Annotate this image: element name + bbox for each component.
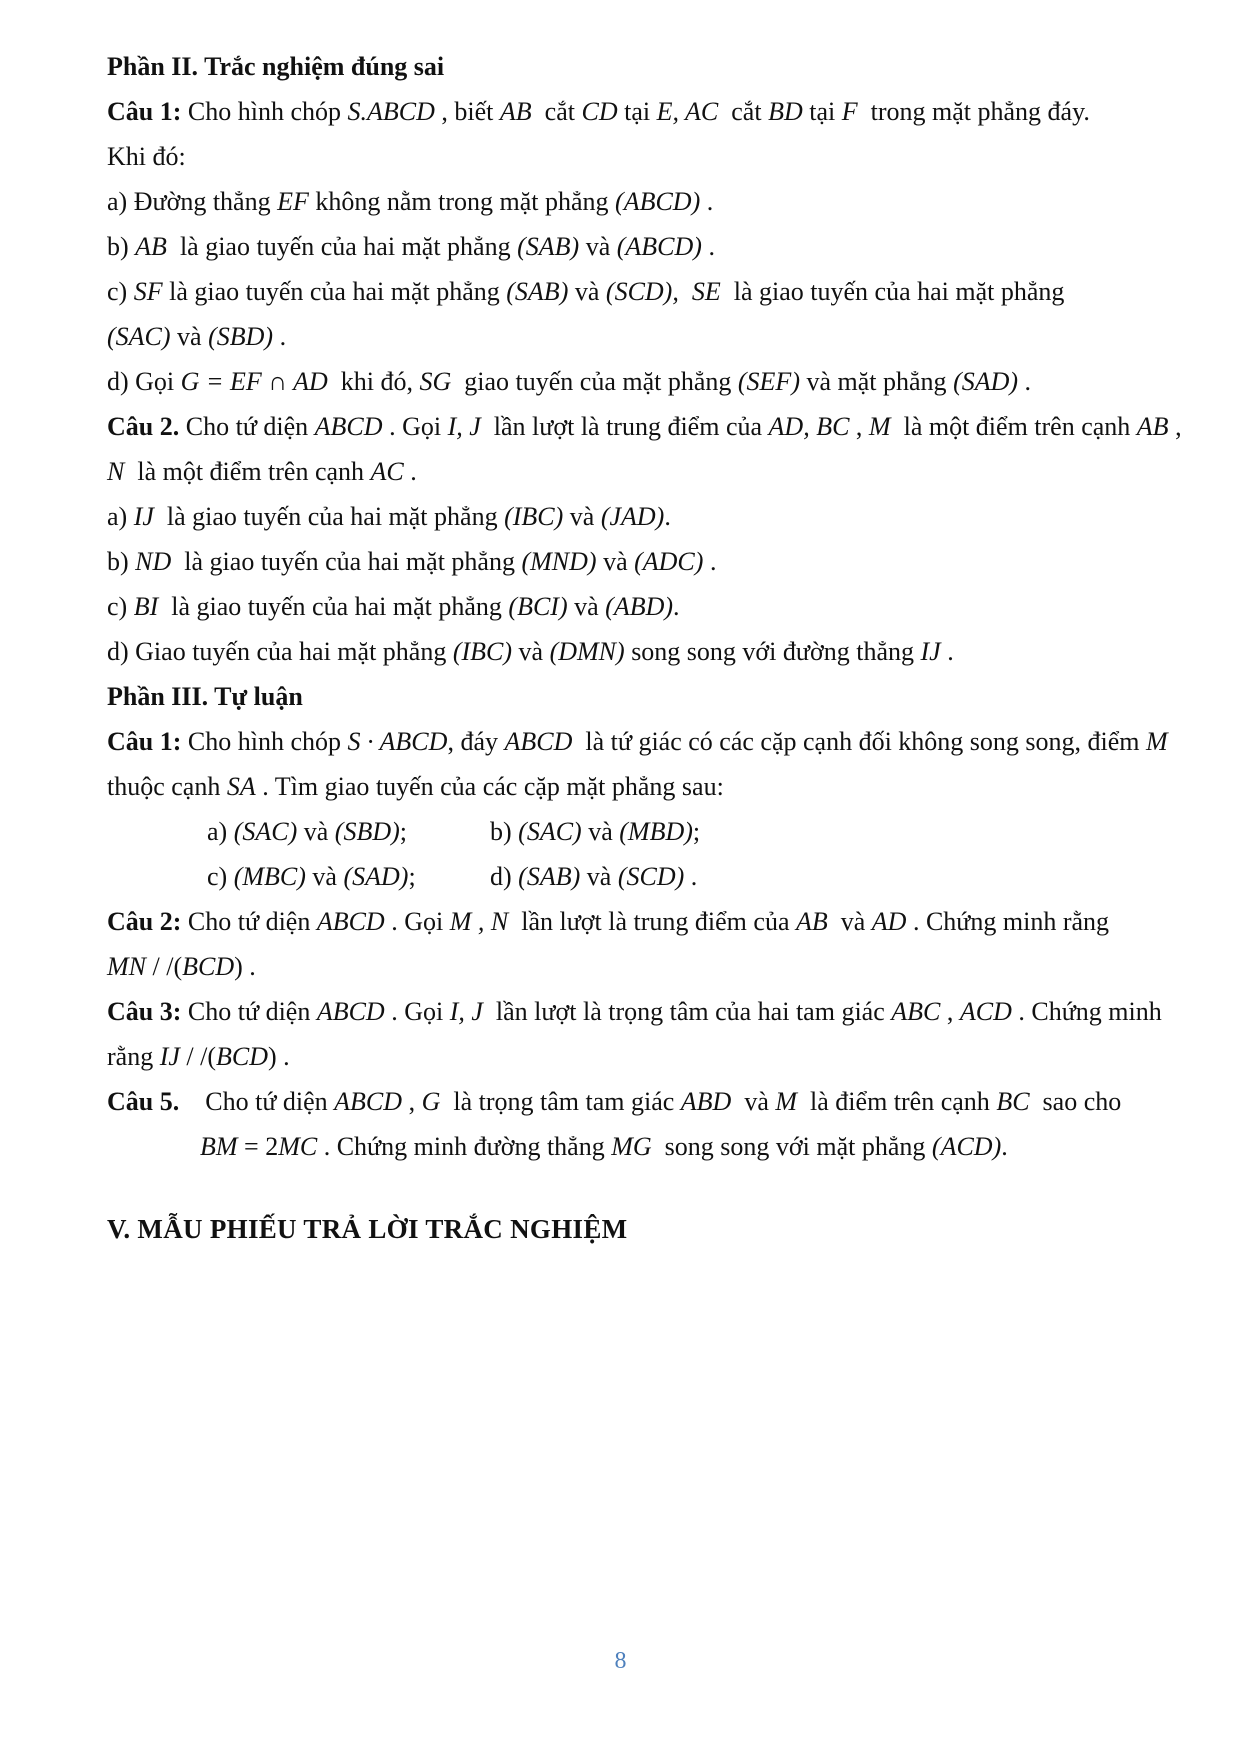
text-run: và [297,816,335,846]
text-run: trong mặt phẳng đáy. [857,96,1090,126]
text-run: Cho tứ diện [185,411,315,441]
text-run: d) Gọi [107,366,181,396]
text-run: . Tìm giao tuyến của các cặp mặt phẳng sau: [255,771,724,801]
q2-item-b [107,539,1137,584]
text-run: Khi đó: [107,141,186,171]
text-run: tại [617,96,657,126]
p3-q5-line1 [107,1079,1137,1124]
text-run: . [673,591,680,621]
text-run: là giao tuyến của hai mặt phẳng [166,231,518,261]
text-run: (ABD) [605,591,674,621]
text-run: . Gọi [384,996,450,1026]
text-run: (MBD) [619,816,693,846]
text-run: (SCD), [605,276,679,306]
text-run: (SAD) [343,861,409,891]
page-footer [0,1648,1241,1675]
text-run: (SCD) [617,861,685,891]
text-run: Cho tứ diện [187,996,317,1026]
p3-q1-line2 [107,764,1137,809]
text-run: MG [611,1131,652,1161]
text-run: Câu 1: [107,96,188,126]
text-run: ABCD [316,906,385,936]
text-run: và [581,816,620,846]
p3-q5-line2 [107,1124,1137,1169]
text-run: Cho hình chóp [187,96,348,126]
text-run: là giao tuyến của hai mặt phẳng [162,276,507,306]
text-run: Cho tứ diện [179,1086,335,1116]
text-run: ND [135,546,172,576]
text-run: (ADC) [634,546,704,576]
text-run: (SBD) [334,816,400,846]
text-run: EF [277,186,309,216]
text-run: , biết [434,96,500,126]
text-run: AD, BC [768,411,850,441]
text-run: và [305,861,344,891]
text-run: M [1146,726,1168,756]
text-run: M [775,1086,798,1116]
text-run: . Chứng minh đường thẳng [317,1131,612,1161]
section-heading-part3 [107,674,1137,719]
text-run: (SAC) [518,816,582,846]
text-run: . Gọi [382,411,448,441]
text-run: . [701,231,715,261]
text-run: . Gọi [384,906,450,936]
section-heading-answer-sheet [107,1207,1137,1252]
text-run: . [684,861,698,891]
text-run: BI [133,591,159,621]
text-run: ABCD [316,996,385,1026]
text-run: IJ [133,501,154,531]
p3-q3-line1 [107,989,1162,1034]
text-run: (ABCD) [615,186,701,216]
text-run: song song với đường thẳng [624,636,921,666]
text-run: c) [107,276,134,306]
text-run: lần lượt là trọng tâm của hai tam giác [482,996,892,1026]
text-run: lần lượt là trung điểm của [480,411,769,441]
text-run: a) [207,816,234,846]
text-run: AB [795,906,828,936]
q2-item-c [107,584,1137,629]
text-run: và [568,276,606,306]
q1-item-d [107,359,1137,404]
text-run: Câu 2: [107,906,188,936]
text-run: BM [200,1131,238,1161]
text-run: BD [768,96,803,126]
text-run: là giao tuyến của hai mặt phẳng [720,276,1065,306]
text-run: M [868,411,891,441]
text-run: và [170,321,209,351]
text-run: và [567,591,606,621]
text-run: (JAD) [600,501,665,531]
text-run: SE [691,276,721,306]
text-run: S · ABCD [347,726,448,756]
text-run: (IBC) [504,501,564,531]
text-run [679,277,692,307]
text-run: , [849,411,869,441]
text-run: và [579,231,617,261]
text-run: (SAC) [233,816,298,846]
text-run: SA [226,771,256,801]
p3-q2-line2 [107,944,1137,989]
text-run: , [940,996,960,1026]
text-run: . [403,456,417,486]
text-run: = 2 [237,1131,279,1161]
text-run: ABCD [334,1086,403,1116]
text-run: , [402,1086,422,1116]
column-2 [490,862,697,892]
text-run: ; [399,816,408,846]
text-run: S.ABCD [347,96,435,126]
column-2 [490,817,700,847]
page-number: 8 [614,1648,627,1674]
text-run: (SAB) [517,231,580,261]
text-run: Câu 2. [107,411,186,441]
text-run: rằng [107,1041,160,1071]
text-run: Cho hình chóp [187,726,348,756]
p3-q2-line1 [107,899,1137,944]
p3-q1-line1 [107,719,1168,764]
q1-item-c-line2 [107,314,1137,359]
text-run: , [1168,411,1182,441]
text-run: I, J [449,996,483,1026]
text-run: b) [490,816,519,846]
text-run: ABD [680,1086,732,1116]
p3-q3-line2 [107,1034,1137,1079]
column-1 [207,862,490,892]
text-run: (SBD) [208,321,274,351]
document-content [107,44,1182,1252]
text-run: a) [107,501,134,531]
text-run: là một điểm trên cạnh [124,456,371,486]
text-run: a) Đường thẳng [107,186,278,216]
text-run: b) [107,231,136,261]
text-run: . [940,636,954,666]
text-run: . [700,186,714,216]
text-run: ) . [268,1041,290,1071]
text-run: G [421,1086,441,1116]
text-run: không nằm trong mặt phẳng [308,186,616,216]
q1-item-a [107,179,1137,224]
text-run: . [664,501,671,531]
text-run: . [1001,1131,1008,1161]
text-run: và [563,501,601,531]
text-run: G = EF ∩ AD [180,366,328,396]
text-run: (SAD) [953,366,1019,396]
text-run: là một điểm trên cạnh [890,411,1137,441]
text-run: d) Giao tuyến của hai mặt phẳng [107,636,453,666]
text-run: là điểm trên cạnh [797,1086,997,1116]
text-run: (ACD) [931,1131,1002,1161]
text-run: I, J [447,411,481,441]
text-run: V. MẪU PHIẾU TRẢ LỜI TRẮC NGHIỆM [107,1214,628,1244]
text-run: và [580,861,618,891]
text-run: song song với mặt phẳng [651,1131,932,1161]
text-run: c) [107,591,134,621]
text-run: tại [802,96,842,126]
q2-item-d [107,629,1137,674]
q1-line1 [107,89,1137,134]
q1-line2 [107,134,1137,179]
text-run: MN [107,951,146,981]
text-run: . Chứng minh rằng [906,906,1110,936]
text-run: . [273,321,287,351]
section-heading-part2 [107,44,1137,89]
text-run: (SEF) [737,366,800,396]
text-run: (SAB) [506,276,569,306]
text-run: ACD [959,996,1012,1026]
text-run: AB [1136,411,1169,441]
text-run: AC [370,456,404,486]
text-run: Phần III. Tự luận [107,681,303,711]
text-run: / /( [146,951,183,981]
text-run: ) . [234,951,256,981]
q2-line1 [107,404,1182,449]
text-run: AD [871,906,907,936]
text-run: (BCI) [508,591,568,621]
text-run: ABC [891,996,941,1026]
text-run: Câu 5. [107,1086,180,1116]
text-run: / /( [179,1041,217,1071]
text-run: . Chứng minh [1011,996,1162,1026]
text-run: BCD [182,951,235,981]
text-run: b) [107,546,136,576]
text-run: SG [419,366,452,396]
text-run: Cho tứ diện [187,906,317,936]
text-run: c) [207,861,234,891]
text-run: . [1018,366,1032,396]
text-run: ; [408,861,416,891]
text-run: SF [133,276,163,306]
text-run: . [703,546,717,576]
text-run: CD [581,96,618,126]
text-run: thuộc cạnh [107,771,227,801]
text-run: M , N [449,906,509,936]
text-run: (DMN) [549,636,625,666]
text-run: AB [135,231,167,261]
text-run: (SAB) [518,861,581,891]
text-run: lần lượt là trung điểm của [508,906,796,936]
text-run: IJ [920,636,941,666]
text-run: và mặt phẳng [799,366,954,396]
text-run: (MND) [521,546,597,576]
text-run: BC [996,1086,1030,1116]
column-1 [207,817,490,847]
text-run: (IBC) [452,636,513,666]
text-run: là trọng tâm tam giác [440,1086,681,1116]
text-run: , đáy [447,726,505,756]
text-run: MC [278,1131,318,1161]
text-run: (MBC) [233,861,306,891]
text-run: và [827,906,872,936]
text-run: là tứ giác có các cặp cạnh đối không song song, điểm [572,726,1147,756]
p3-q1-row-cd [107,854,1137,899]
text-run: BCD [216,1041,269,1071]
text-run: F [841,96,858,126]
text-run: cắt [718,96,769,126]
text-run: khi đó, [327,366,420,396]
text-run: (SAC) [107,321,171,351]
text-run: và [731,1086,776,1116]
q1-item-b [107,224,1137,269]
text-run: và [512,636,550,666]
text-run: cắt [531,96,582,126]
text-run: Câu 1: [107,726,188,756]
text-run: là giao tuyến của hai mặt phẳng [153,501,505,531]
q1-item-c-line1 [107,269,1137,314]
text-run: ; [692,816,701,846]
text-run: ABCD [504,726,573,756]
text-run: Câu 3: [107,996,188,1026]
text-run: sao cho [1029,1086,1122,1116]
text-run: (ABCD) [616,231,702,261]
q2-line2 [107,449,1137,494]
text-run: N [107,456,125,486]
text-run: Phần II. Trắc nghiệm đúng sai [107,51,445,81]
text-run: E, AC [656,96,719,126]
text-run: là giao tuyến của hai mặt phẳng [158,591,509,621]
p3-q1-row-ab [107,809,1137,854]
text-run: IJ [159,1041,180,1071]
text-run: AB [499,96,532,126]
text-run: là giao tuyến của hai mặt phẳng [171,546,522,576]
text-run: ABCD [314,411,383,441]
text-run: d) [490,861,519,891]
text-run: và [596,546,635,576]
text-run: giao tuyến của mặt phẳng [451,366,738,396]
q2-item-a [107,494,1137,539]
